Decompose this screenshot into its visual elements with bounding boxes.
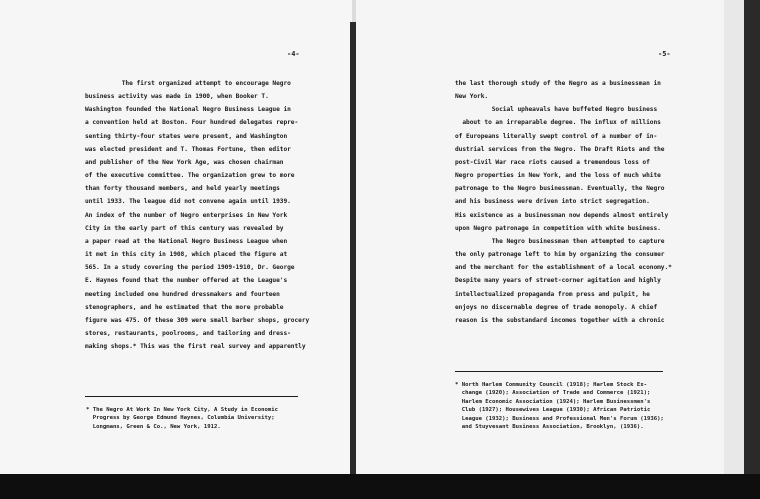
text-line: was elected president and T. Thomas Fortune, then editor: [85, 145, 291, 153]
text-line: reason is the substandard incomes together with a chronic: [455, 316, 665, 324]
text-line: making shops.* This was the first real survey and apparently: [85, 343, 306, 351]
text-line: the last thorough study of the Negro as a businessman in: [455, 80, 661, 87]
text-line: stenographers, and he estimated that the more probable: [85, 303, 284, 311]
text-line: Despite many years of street-corner agitation and highly: [455, 277, 661, 285]
text-line: upon Negro patronage in competition with white business.: [455, 224, 661, 232]
text-line: until 1933. The league did not convene again until 1939.: [85, 198, 291, 206]
text-line: and the merchant for the establishment of a local economy.*: [455, 264, 672, 272]
text-line: stores, restaurants, poolrooms, and tailoring and dress-: [85, 329, 291, 337]
text-line: dustrial services from the Negro. The Draft Riots and the: [455, 145, 665, 153]
text-line: New York.: [455, 93, 489, 101]
page-number: -4-: [287, 50, 300, 58]
text-line: post-Civil War race riots caused a tremendous loss of: [455, 158, 650, 166]
text-line: business activity was made in 1900, when Booker T.: [85, 93, 269, 101]
text-line: Negro properties in New York, and the loss of much white: [455, 172, 661, 180]
text-line: meeting included one hundred dressmakers and fourteen: [85, 290, 280, 298]
footnote: * The Negro At Work In New York City, A Study in Economic Progress by George Edmund Haynes, Columbia University; Longmans, Green & Co., New York, 1912.: [86, 407, 278, 430]
text-line: than forty thousand members, and held yearly meetings: [85, 185, 280, 193]
text-line: of Europeans literally swept control of a number of in-: [455, 132, 658, 140]
text-line: figure was 475. Of these 309 were small barber shops, grocery: [85, 316, 310, 324]
text-line: senting thirty-four states were present, and Washington: [85, 132, 288, 140]
text-line: and his business were driven into strict segregation.: [455, 198, 650, 206]
text-line: Social upheavals have buffeted Negro business: [455, 106, 658, 114]
text-line: it met in this city in 1908, which placed the figure at: [85, 251, 288, 259]
left-page: [0, 0, 352, 474]
text-line: of the executive committee. The organization grew to more: [85, 172, 295, 180]
text-line: a paper read at the National Negro Business League when: [85, 237, 288, 245]
body-text: [85, 77, 309, 353]
text-line: enjoys no discernable degree of trade monopoly. A chief: [455, 303, 658, 311]
page-number: -5-: [658, 50, 671, 58]
footnote: * North Harlem Community Council (1918); Harlem Stock Ex- change (1920); Association of Trade and Commerce (1921); Harlem Economic Association (1924); Harlem Businessmen's Club (1927); Housewives League (1930); African Patriotic League (1932); Business and Professional Men's Forum (1936); and Stuyvesant Business Association, Brooklyn, (1936).: [455, 382, 664, 431]
text-line: The first organized attempt to encourage Negro: [85, 80, 291, 87]
text-line: The Negro businessman then attempted to capture: [455, 237, 665, 245]
text-line: Washington founded the National Negro Business League in: [85, 106, 291, 114]
body-text: [455, 77, 672, 327]
text-line: 565. In a study covering the period 1909-1910, Dr. George: [85, 264, 295, 272]
text-line: An index of the number of Negro enterprises in New York: [85, 211, 288, 219]
text-line: E. Haynes found that the number offered at the League's: [85, 277, 288, 285]
text-line: a convention held at Boston. Four hundred delegates repre-: [85, 119, 299, 127]
footnote-rule: [85, 396, 298, 397]
text-line: about to an irreparable degree. The influx of millions: [455, 119, 661, 127]
scan-edge-right: [724, 0, 744, 474]
scan-background-bottom: [0, 474, 760, 499]
text-line: His existence as a businessman now depends almost entirely: [455, 211, 669, 219]
text-line: intellectualized propaganda from press and pulpit, he: [455, 290, 650, 298]
text-line: patronage to the Negro businessman. Eventually, the Negro: [455, 185, 665, 193]
footnote-rule: [455, 371, 663, 372]
text-line: City in the early part of this century was revealed by: [85, 224, 284, 232]
text-line: the only patronage left to him by organizing the consumer: [455, 251, 665, 259]
text-line: and publisher of the New York Age, was chosen chairman: [85, 158, 284, 166]
right-page: [356, 0, 724, 474]
